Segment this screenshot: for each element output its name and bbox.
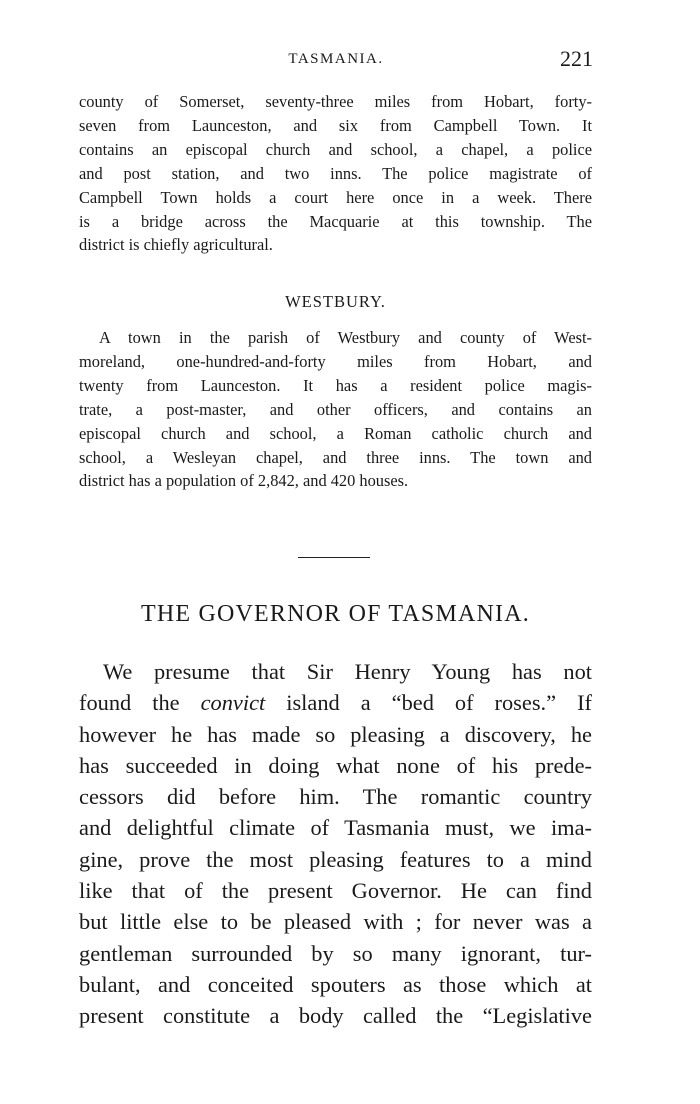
text-line (79, 687, 592, 718)
text-segment: island a “bed of roses.” If (265, 690, 592, 716)
text-line: is a bridge across the Macquarie at this township. The (79, 211, 592, 231)
page-number: 221 (560, 46, 593, 71)
text-line: district has a population of 2,842, and 420 houses. (79, 471, 409, 491)
text-line: and delightful climate of Tasmania must, we ima- (79, 815, 592, 841)
text-line: has succeeded in doing what none of his prede- (79, 752, 592, 778)
section-divider-rule (298, 557, 370, 558)
westbury-section-text (79, 326, 592, 493)
italic-word: convict (200, 690, 266, 716)
article-title: THE GOVERNOR OF TASMANIA. (141, 601, 530, 627)
section-heading-westbury: WESTBURY. (285, 292, 386, 311)
text-line: seven from Launceston, and six from Campbell Town. It (79, 115, 592, 135)
text-line: district is chiefly agricultural. (79, 235, 273, 255)
text-line: county of Somerset, seventy-three miles from Hobart, forty- (79, 92, 592, 111)
running-head (79, 46, 593, 70)
text-line: gine, prove the most pleasing features to a mind (79, 846, 592, 872)
text-line: school, a Wesleyan chapel, and three inns. The town and (79, 447, 592, 467)
text-line: bulant, and conceited spouters as those which at (79, 971, 592, 997)
text-line: gentleman surrounded by so many ignorant, tur- (79, 940, 592, 966)
text-line: Campbell Town holds a court here once in a week. There (79, 187, 592, 207)
text-line: present constitute a body called the “Legislative (79, 1003, 592, 1029)
article-body (79, 656, 592, 1032)
text-line: A town in the parish of Westbury and county of West- (99, 328, 592, 347)
text-line: like that of the present Governor. He can find (79, 878, 592, 904)
previous-section-text (79, 90, 592, 257)
text-line: but little else to be pleased with ; for never was a (79, 909, 592, 935)
text-line: twenty from Launceston. It has a resident police magis- (79, 375, 592, 395)
text-line: episcopal church and school, a Roman catholic church and (79, 423, 592, 443)
text-segment: found the (79, 690, 201, 716)
text-line: and post station, and two inns. The police magistrate of (79, 163, 592, 183)
text-line: however he has made so pleasing a discovery, he (79, 721, 592, 747)
running-title: TASMANIA. (288, 51, 384, 67)
text-line: trate, a post-master, and other officers, and contains an (79, 399, 592, 419)
text-line: contains an episcopal church and school, a chapel, a police (79, 139, 592, 159)
text-line: We presume that Sir Henry Young has not (103, 659, 592, 684)
text-line: moreland, one-hundred-and-forty miles from Hobart, and (79, 351, 592, 371)
text-line: cessors did before him. The romantic country (79, 784, 592, 810)
